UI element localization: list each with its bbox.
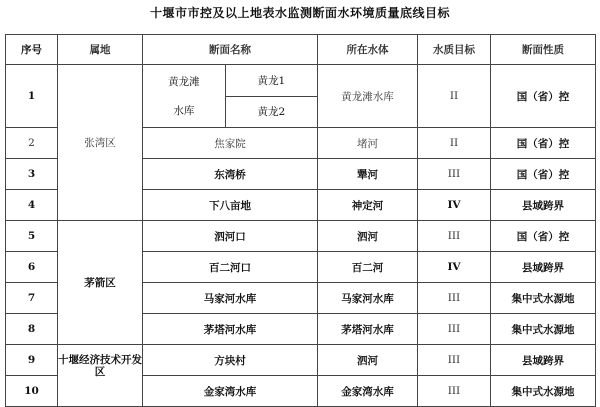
section-nature-cell: 集中式水源地 (491, 376, 596, 407)
row-no: 7 (6, 283, 58, 314)
water-target-cell: IV (418, 252, 491, 283)
header-no: 序号 (6, 35, 58, 65)
row-no: 5 (6, 221, 58, 252)
section-nature-cell: 国（省）控 (491, 65, 596, 128)
water-target-cell: III (418, 314, 491, 345)
section-nature-cell: 国（省）控 (491, 128, 596, 159)
water-body-cell: 泗河 (318, 221, 418, 252)
row-no: 4 (6, 190, 58, 221)
section-name-cell (143, 65, 318, 128)
district-cell: 张湾区 (58, 65, 143, 221)
water-body-cell: 犟河 (318, 159, 418, 190)
section-group (143, 65, 225, 127)
row-no: 9 (6, 345, 58, 376)
section-group-line-2: 水库 (173, 105, 195, 117)
district-cell: 茅箭区 (58, 221, 143, 345)
water-target-cell: III (418, 376, 491, 407)
row-no: 1 (6, 65, 58, 128)
section-name-cell: 泗河口 (143, 221, 318, 252)
table-row (6, 345, 596, 376)
section-nature-cell: 县域跨界 (491, 190, 596, 221)
water-target-cell: II (418, 128, 491, 159)
section-nature-cell: 县域跨界 (491, 252, 596, 283)
row-no: 2 (6, 128, 58, 159)
section-name-cell: 焦家院 (143, 128, 318, 159)
section-name-cell: 下八亩地 (143, 190, 318, 221)
section-nature-cell: 集中式水源地 (491, 314, 596, 345)
water-target-cell: II (418, 65, 491, 128)
water-body-cell: 神定河 (318, 190, 418, 221)
water-target-cell: III (418, 221, 491, 252)
section-nature-cell: 国（省）控 (491, 159, 596, 190)
section-name-cell: 马家河水库 (143, 283, 318, 314)
section-split (143, 65, 317, 127)
header-section-name: 断面名称 (143, 35, 318, 65)
section-name-cell: 茅塔河水库 (143, 314, 318, 345)
targets-table (5, 34, 596, 407)
section-name-cell: 百二河口 (143, 252, 318, 283)
header-water-target: 水质目标 (418, 35, 491, 65)
district-cell: 十堰经济技术开发区 (58, 345, 143, 407)
section-nature-cell: 国（省）控 (491, 221, 596, 252)
section-name-cell: 东湾桥 (143, 159, 318, 190)
section-sub-1: 黄龙1 (225, 65, 317, 96)
water-body-cell: 堵河 (318, 128, 418, 159)
water-body-cell: 百二河 (318, 252, 418, 283)
water-target-cell: III (418, 345, 491, 376)
section-group-line-1: 黄龙滩 (168, 76, 200, 88)
section-nature-cell: 县域跨界 (491, 345, 596, 376)
water-target-cell: III (418, 283, 491, 314)
water-target-cell: IV (418, 190, 491, 221)
row-no: 6 (6, 252, 58, 283)
water-body-cell: 金家湾水库 (318, 376, 418, 407)
table-row (6, 221, 596, 252)
page-title: 十堰市市控及以上地表水监测断面水环境质量底线目标 (149, 6, 450, 20)
table-header-row (6, 35, 596, 65)
row-no: 8 (6, 314, 58, 345)
water-body-cell: 黄龙滩水库 (318, 65, 418, 128)
water-body-cell: 泗河 (318, 345, 418, 376)
section-sub-2: 黄龙2 (257, 106, 286, 119)
section-nature-cell: 集中式水源地 (491, 283, 596, 314)
row-no: 3 (6, 159, 58, 190)
water-body-cell: 茅塔河水库 (318, 314, 418, 345)
section-name-cell: 方块村 (143, 345, 318, 376)
table-row (6, 65, 596, 128)
section-name-cell: 金家湾水库 (143, 376, 318, 407)
row-no: 10 (6, 376, 58, 407)
water-body-cell: 马家河水库 (318, 283, 418, 314)
header-section-nature: 断面性质 (491, 35, 596, 65)
header-water-body: 所在水体 (318, 35, 418, 65)
water-target-cell: III (418, 159, 491, 190)
header-district: 属地 (58, 35, 143, 65)
